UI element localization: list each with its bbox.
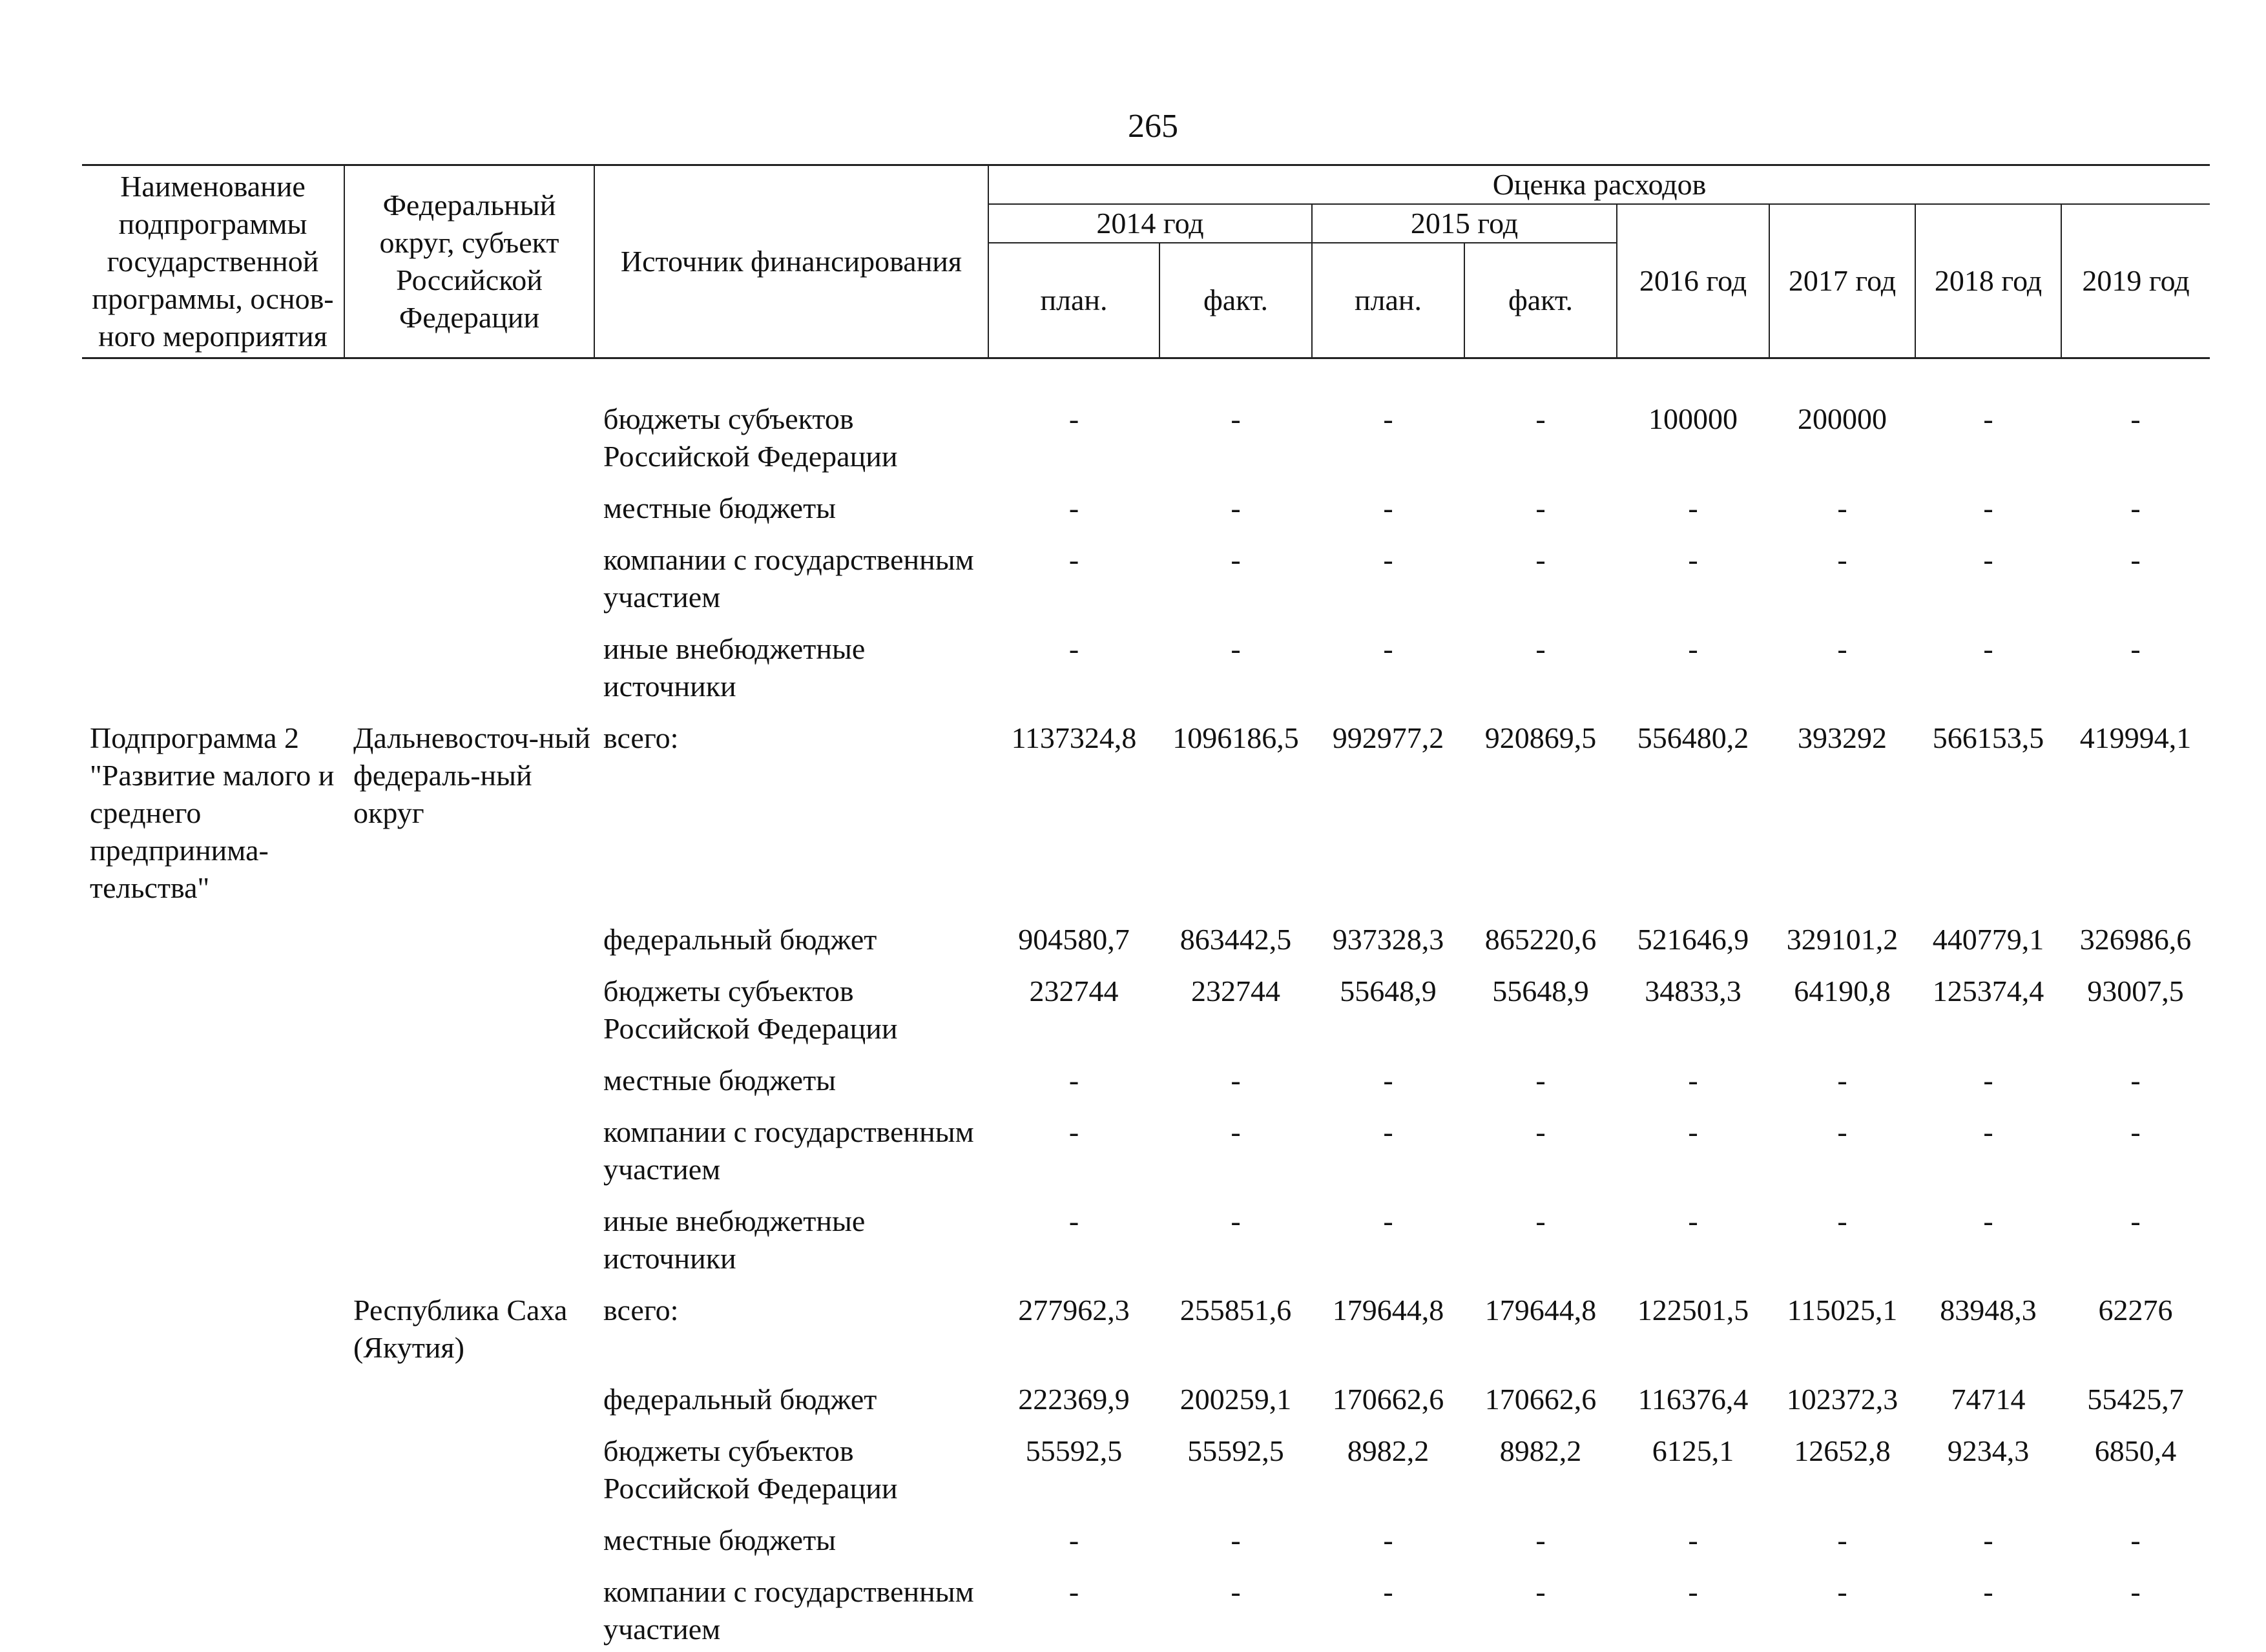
cell-value: 55425,7: [2061, 1370, 2210, 1422]
cell-value: -: [1159, 479, 1312, 531]
cell-federal-district: [344, 1370, 594, 1422]
cell-value: -: [988, 620, 1159, 709]
cell-value: -: [1915, 1051, 2061, 1103]
cell-value: 83948,3: [1915, 1281, 2061, 1370]
cell-value: -: [1915, 1103, 2061, 1192]
cell-federal-district: [344, 531, 594, 620]
cell-funding-source: иные внебюджетные источники: [594, 620, 988, 709]
cell-funding-source: компании с государственным участием: [594, 1103, 988, 1192]
cell-value: 6125,1: [1617, 1422, 1769, 1511]
cell-value: -: [1159, 1511, 1312, 1563]
cell-subprogram-name: [82, 531, 344, 620]
cell-value: -: [1915, 1563, 2061, 1652]
cell-value: 62276: [2061, 1281, 2210, 1370]
cell-value: 200259,1: [1159, 1370, 1312, 1422]
cell-funding-source: бюджеты субъектов Российской Федерации: [594, 1422, 988, 1511]
cell-value: -: [1617, 479, 1769, 531]
cell-subprogram-name: [82, 390, 344, 479]
cell-subprogram-name: [82, 1192, 344, 1281]
table-row: [82, 1370, 2210, 1422]
cell-value: 122501,5: [1617, 1281, 1769, 1370]
cell-federal-district: [344, 1422, 594, 1511]
cell-funding-source: иные внебюджетные источники: [594, 1192, 988, 1281]
cell-value: -: [1915, 1192, 2061, 1281]
cell-value: -: [2061, 390, 2210, 479]
cell-subprogram-name: Подпрограмма 2 "Развитие малого и среднего предпринима-тельства": [82, 709, 344, 911]
cell-value: -: [988, 1563, 1159, 1652]
cell-value: -: [1915, 390, 2061, 479]
cell-value: -: [2061, 1103, 2210, 1192]
cell-value: -: [988, 1511, 1159, 1563]
cell-value: -: [2061, 1563, 2210, 1652]
cell-value: -: [1312, 1103, 1464, 1192]
cell-value: -: [1769, 1051, 1915, 1103]
cell-value: 277962,3: [988, 1281, 1159, 1370]
cell-value: -: [1769, 620, 1915, 709]
table-row: [82, 390, 2210, 479]
cell-value: -: [1312, 1051, 1464, 1103]
cell-value: -: [1312, 531, 1464, 620]
header-funding-source: Источник финансирования: [594, 165, 988, 358]
cell-value: -: [988, 390, 1159, 479]
cell-value: -: [1464, 1192, 1617, 1281]
cell-value: -: [2061, 479, 2210, 531]
header-year-2016: 2016 год: [1617, 204, 1769, 358]
table-row: [82, 620, 2210, 709]
header-federal-district: Федеральный округ, субъект Российской Федерации: [344, 165, 594, 358]
cell-federal-district: [344, 911, 594, 962]
cell-funding-source: федеральный бюджет: [594, 1370, 988, 1422]
cell-value: 440779,1: [1915, 911, 2061, 962]
cell-funding-source: всего:: [594, 1281, 988, 1370]
cell-value: 179644,8: [1312, 1281, 1464, 1370]
cell-federal-district: [344, 962, 594, 1051]
cell-subprogram-name: [82, 1511, 344, 1563]
cell-value: 125374,4: [1915, 962, 2061, 1051]
cell-funding-source: местные бюджеты: [594, 1511, 988, 1563]
cell-value: 9234,3: [1915, 1422, 2061, 1511]
cell-value: 255851,6: [1159, 1281, 1312, 1370]
cell-value: -: [1617, 531, 1769, 620]
cell-value: -: [1159, 1563, 1312, 1652]
cell-value: -: [1915, 531, 2061, 620]
cell-value: -: [1769, 1103, 1915, 1192]
cell-value: -: [1464, 620, 1617, 709]
header-year-2015: 2015 год: [1312, 204, 1617, 243]
cell-subprogram-name: [82, 1563, 344, 1652]
cell-value: 55592,5: [988, 1422, 1159, 1511]
cell-value: 115025,1: [1769, 1281, 1915, 1370]
header-year-2017: 2017 год: [1769, 204, 1915, 358]
cell-federal-district: Республика Саха (Якутия): [344, 1281, 594, 1370]
cell-value: -: [2061, 1511, 2210, 1563]
cell-value: 992977,2: [1312, 709, 1464, 911]
cell-funding-source: бюджеты субъектов Российской Федерации: [594, 390, 988, 479]
cell-federal-district: [344, 1511, 594, 1563]
cell-value: -: [1464, 1103, 1617, 1192]
cell-value: -: [2061, 1051, 2210, 1103]
cell-value: -: [1617, 1103, 1769, 1192]
cell-value: -: [2061, 531, 2210, 620]
cell-value: 521646,9: [1617, 911, 1769, 962]
cell-value: -: [988, 1051, 1159, 1103]
cell-value: 863442,5: [1159, 911, 1312, 962]
cell-value: 1137324,8: [988, 709, 1159, 911]
cell-value: -: [1159, 620, 1312, 709]
cell-federal-district: Дальневосточ-ный федераль-ный округ: [344, 709, 594, 911]
cell-value: 64190,8: [1769, 962, 1915, 1051]
cell-value: 100000: [1617, 390, 1769, 479]
cell-value: 329101,2: [1769, 911, 1915, 962]
table-header: [82, 165, 2210, 358]
cell-value: -: [1159, 531, 1312, 620]
cell-value: -: [988, 531, 1159, 620]
table-body: [82, 358, 2210, 1652]
cell-value: 232744: [988, 962, 1159, 1051]
header-expense-estimate: Оценка расходов: [988, 165, 2210, 205]
cell-value: -: [1312, 390, 1464, 479]
table-row: [82, 962, 2210, 1051]
cell-value: 232744: [1159, 962, 1312, 1051]
cell-value: -: [1915, 620, 2061, 709]
table-row: [82, 1281, 2210, 1370]
cell-subprogram-name: [82, 1370, 344, 1422]
header-2015-fact: факт.: [1464, 243, 1617, 358]
cell-federal-district: [344, 1563, 594, 1652]
cell-value: -: [1915, 479, 2061, 531]
cell-funding-source: федеральный бюджет: [594, 911, 988, 962]
table-row: [82, 709, 2210, 911]
cell-value: -: [988, 479, 1159, 531]
cell-value: 566153,5: [1915, 709, 2061, 911]
header-year-2014: 2014 год: [988, 204, 1312, 243]
cell-funding-source: компании с государственным участием: [594, 1563, 988, 1652]
cell-value: 170662,6: [1464, 1370, 1617, 1422]
cell-value: 8982,2: [1312, 1422, 1464, 1511]
cell-value: -: [1617, 1511, 1769, 1563]
cell-value: -: [1464, 390, 1617, 479]
cell-value: -: [1915, 1511, 2061, 1563]
cell-subprogram-name: [82, 911, 344, 962]
cell-subprogram-name: [82, 1422, 344, 1511]
table-row: [82, 1192, 2210, 1281]
cell-value: -: [1312, 620, 1464, 709]
table-row: [82, 531, 2210, 620]
header-year-2019: 2019 год: [2061, 204, 2210, 358]
cell-value: 55648,9: [1464, 962, 1617, 1051]
cell-subprogram-name: [82, 620, 344, 709]
cell-value: -: [1617, 1192, 1769, 1281]
cell-value: 34833,3: [1617, 962, 1769, 1051]
table-row: [82, 1511, 2210, 1563]
cell-value: 179644,8: [1464, 1281, 1617, 1370]
cell-subprogram-name: [82, 962, 344, 1051]
cell-subprogram-name: [82, 1281, 344, 1370]
table-row: [82, 1051, 2210, 1103]
header-2014-plan: план.: [988, 243, 1159, 358]
cell-value: -: [1312, 1511, 1464, 1563]
cell-value: 6850,4: [2061, 1422, 2210, 1511]
cell-value: -: [1464, 1051, 1617, 1103]
cell-value: -: [988, 1103, 1159, 1192]
cell-value: -: [1159, 1103, 1312, 1192]
cell-value: 865220,6: [1464, 911, 1617, 962]
table-row: [82, 479, 2210, 531]
table-row: [82, 1103, 2210, 1192]
cell-value: -: [988, 1192, 1159, 1281]
page-number: 265: [1117, 107, 1189, 146]
cell-value: -: [1159, 390, 1312, 479]
table-row: [82, 911, 2210, 962]
cell-federal-district: [344, 1051, 594, 1103]
cell-value: -: [1769, 479, 1915, 531]
cell-funding-source: бюджеты субъектов Российской Федерации: [594, 962, 988, 1051]
cell-federal-district: [344, 1192, 594, 1281]
cell-subprogram-name: [82, 479, 344, 531]
cell-value: 170662,6: [1312, 1370, 1464, 1422]
cell-value: -: [1159, 1192, 1312, 1281]
cell-value: -: [1312, 1192, 1464, 1281]
cell-value: 55648,9: [1312, 962, 1464, 1051]
cell-value: 393292: [1769, 709, 1915, 911]
cell-value: -: [1464, 1511, 1617, 1563]
cell-value: 326986,6: [2061, 911, 2210, 962]
cell-federal-district: [344, 479, 594, 531]
cell-federal-district: [344, 390, 594, 479]
cell-value: 419994,1: [2061, 709, 2210, 911]
cell-funding-source: местные бюджеты: [594, 1051, 988, 1103]
cell-value: -: [1769, 1563, 1915, 1652]
table-row: [82, 1422, 2210, 1511]
cell-subprogram-name: [82, 1103, 344, 1192]
cell-funding-source: всего:: [594, 709, 988, 911]
cell-value: -: [1617, 620, 1769, 709]
cell-subprogram-name: [82, 1051, 344, 1103]
cell-value: 222369,9: [988, 1370, 1159, 1422]
cell-value: -: [1769, 531, 1915, 620]
cell-value: -: [2061, 1192, 2210, 1281]
cell-value: -: [1769, 1192, 1915, 1281]
header-2015-plan: план.: [1312, 243, 1464, 358]
cell-value: -: [1617, 1051, 1769, 1103]
cell-value: 102372,3: [1769, 1370, 1915, 1422]
cell-value: -: [1312, 479, 1464, 531]
header-2014-fact: факт.: [1159, 243, 1312, 358]
cell-value: 93007,5: [2061, 962, 2210, 1051]
cell-value: 937328,3: [1312, 911, 1464, 962]
cell-federal-district: [344, 620, 594, 709]
cell-value: 1096186,5: [1159, 709, 1312, 911]
cell-funding-source: местные бюджеты: [594, 479, 988, 531]
cell-value: -: [1464, 531, 1617, 620]
cell-value: -: [1159, 1051, 1312, 1103]
cell-value: 556480,2: [1617, 709, 1769, 911]
cell-value: -: [1769, 1511, 1915, 1563]
cell-value: -: [1464, 1563, 1617, 1652]
cell-value: -: [2061, 620, 2210, 709]
cell-value: 904580,7: [988, 911, 1159, 962]
table-row: [82, 1563, 2210, 1652]
cell-value: 116376,4: [1617, 1370, 1769, 1422]
cell-value: 55592,5: [1159, 1422, 1312, 1511]
cell-federal-district: [344, 1103, 594, 1192]
cell-funding-source: компании с государственным участием: [594, 531, 988, 620]
cell-value: -: [1617, 1563, 1769, 1652]
header-subprogram-name: Наименование подпрограммы государственной программы, основ-ного мероприятия: [82, 165, 344, 358]
cell-value: 8982,2: [1464, 1422, 1617, 1511]
cell-value: 200000: [1769, 390, 1915, 479]
cell-value: 74714: [1915, 1370, 2061, 1422]
cell-value: -: [1312, 1563, 1464, 1652]
cell-value: 920869,5: [1464, 709, 1617, 911]
cell-value: -: [1464, 479, 1617, 531]
cell-value: 12652,8: [1769, 1422, 1915, 1511]
expenditure-table: [82, 164, 2210, 1652]
header-year-2018: 2018 год: [1915, 204, 2061, 358]
